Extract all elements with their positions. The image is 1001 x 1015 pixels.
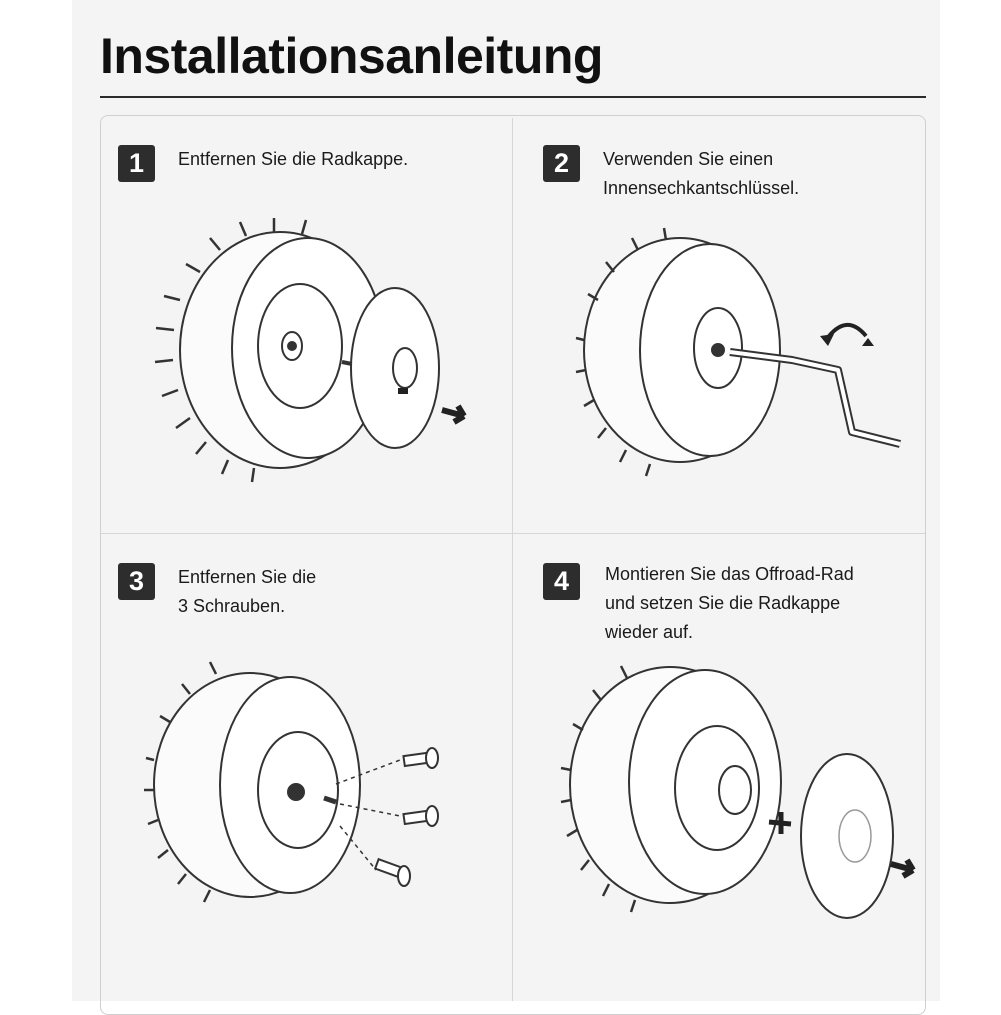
wheel-icon [555,650,925,930]
wheel-icon [570,220,920,490]
step-instruction-line: Entfernen Sie die Radkappe. [178,149,409,169]
step-instruction-line: Innensechkantschlüssel. [603,178,800,198]
arrow-right-icon [442,406,464,422]
step-instruction [603,145,799,203]
step-number-badge: 3 [118,563,155,600]
step-instruction-line: 3 Schrauben. [178,596,286,616]
step-instruction [605,560,854,647]
step-number-badge: 2 [543,145,580,182]
step-instruction-line: und setzen Sie die Radkappe [605,593,841,613]
hubcap-icon [801,754,893,918]
horizontal-divider [101,533,925,534]
title-underline [100,96,926,98]
wheel-icon [140,210,500,490]
step-instruction-line: Entfernen Sie die [178,567,317,587]
step-number-badge: 1 [118,145,155,182]
step-instruction-line: Verwenden Sie einen [603,149,774,169]
step-instruction [178,563,316,621]
arrow-right-icon [891,860,913,876]
page-title: Installationsanleitung [100,28,603,84]
step-instruction [178,145,408,174]
step-number-badge: 4 [543,563,580,600]
vertical-divider [512,118,513,1001]
step-instruction-line: wieder auf. [605,622,694,642]
screw-icon [375,748,438,886]
hubcap-icon [351,288,439,448]
step-instruction-line: Montieren Sie das Offroad-Rad [605,564,854,584]
wheel-icon [140,650,460,920]
